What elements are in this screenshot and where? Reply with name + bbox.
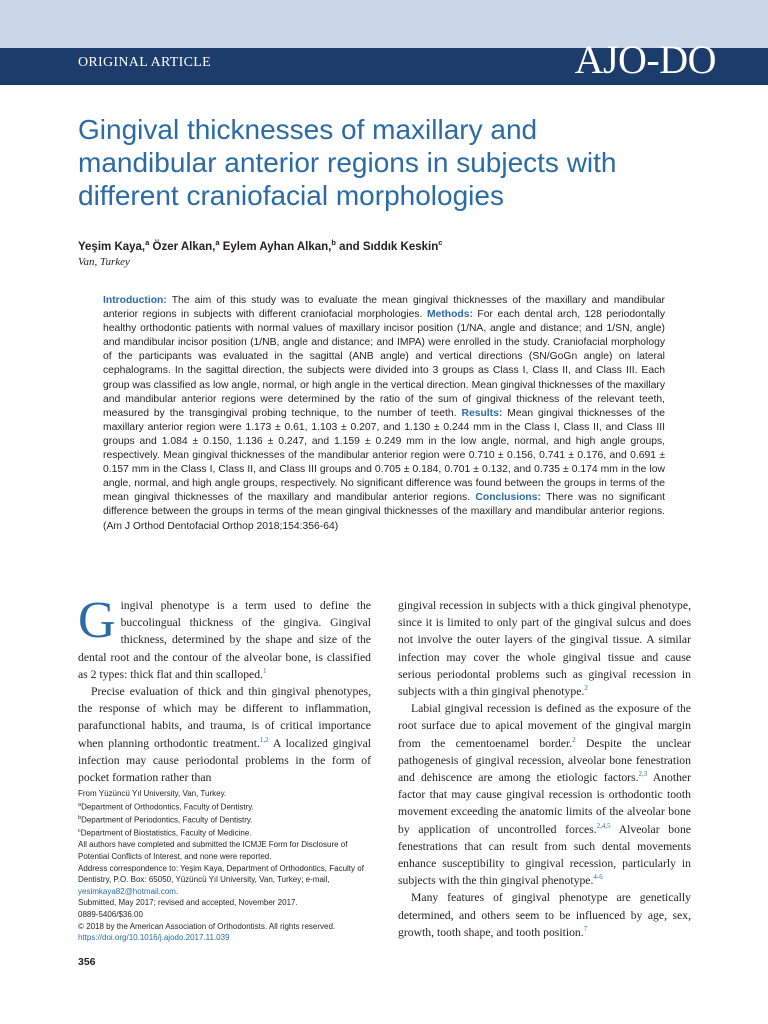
author-location: Van, Turkey xyxy=(78,256,130,268)
citation-link[interactable]: 2 xyxy=(572,735,576,744)
paragraph-text: Alveolar bone fenestrations that can result from such dental movements enhance susceptibility to gingival recession, particularly in subjects with the thin gingival phenotype. xyxy=(398,822,691,888)
abstract-results-text: Mean gingival thicknesses of the maxillary anterior region were 1.173 ± 0.61, 1.103 ± 0.207, and 1.130 ± 0.244 mm in the Class I, Class II, and Class III groups and 1.084 ± 0.150, 1.136 ± 0.247, and 1.159 ± 0.249 mm in the low angle, normal, and high angle groups, respectively. Mean gingival thicknesses of the mandibular anterior region were 0.710 ± 0.156, 0.741 ± 0.176, and 0.691 ± 0.157 mm in the Class I, Class II, and Class III groups and 0.705 ± 0.184, 0.701 ± 0.132, and 0.735 ± 0.174 mm in the low angle, normal, and high angle groups, respectively. No significant difference was found between the groups in terms of the mean gingival thicknesses of the maxillary and mandibular anterior regions. xyxy=(103,407,665,504)
citation-link[interactable]: 4-6 xyxy=(593,873,603,882)
author-affil-mark: b xyxy=(331,238,336,247)
journal-logo: AJO-DO xyxy=(574,37,716,82)
footnote-affiliation xyxy=(78,826,371,839)
author-name: Eylem Ayhan Alkan, xyxy=(219,240,332,253)
abstract-results-heading: Results: xyxy=(461,407,503,419)
affil-text: Department of Biostatistics, Faculty of Medicine. xyxy=(80,828,252,838)
abstract-intro-text: The aim of this study was to evaluate the mean gingival thicknesses of the maxillary and mandibular anterior regions in subjects with different craniofacial morphologies. xyxy=(103,295,665,321)
address-text: Address correspondence to: Yeşim Kaya, Department of Orthodontics, Faculty of Dentistry, P.O. Box: 65050, Yüzüncü Yıl University, Van, Turkey; e-mail, xyxy=(78,863,364,885)
affil-mark: c xyxy=(78,828,81,835)
paragraph-text: ingival phenotype is a term used to define the buccolingual thickness of the gingiva. Gingival thickness, determined by the shape and size of the dental root and the contour of the alveolar bone, is classified as 2 types: thick flat and thin scalloped. xyxy=(78,599,371,681)
citation-link[interactable]: 7 xyxy=(583,924,588,933)
citation-link[interactable]: 2 xyxy=(584,684,588,693)
footnote-origin: From Yüzüncü Yıl University, Van, Turkey. xyxy=(78,789,227,798)
citation-link[interactable]: 1 xyxy=(263,666,267,675)
footnote-copyright: © 2018 by the American Association of Orthodontists. All rights reserved. xyxy=(78,921,336,931)
citation-link[interactable]: 2,4,5 xyxy=(596,821,611,830)
citation-link[interactable]: 2,3 xyxy=(638,770,648,779)
body-paragraph xyxy=(398,597,691,700)
abstract-conclusions-heading: Conclusions: xyxy=(475,492,541,504)
affil-mark: a xyxy=(78,801,82,808)
paragraph-text: Another factor that may cause gingival recession is orthodontic tooth movement exceeding the anatomic limits of the alveolar bone by application of uncontrolled forces. xyxy=(398,771,692,836)
paragraph-text: A localized gingival infection may cause periodontal problems in the form of pocket formation rather than xyxy=(78,736,371,785)
author-name: and Sıddık Keskin xyxy=(335,240,439,253)
paragraph-text: Despite the unclear pathogenesis of gingival recession, alveolar bone fenestration and dehiscence are among the etiologic factors. xyxy=(398,736,692,785)
abstract-conclusions-text: There was no significant difference between the groups in terms of the mean gingival thicknesses of the maxillary and mandibular anterior regions. (Am J Orthod Dentofacial Orthop 2018;154:356-64) xyxy=(103,492,665,532)
abstract-intro-heading: Introduction: xyxy=(103,295,167,306)
doi-link[interactable]: https://doi.org/10.1016/j.ajodo.2017.11.039 xyxy=(78,933,230,943)
footnote-affiliation xyxy=(78,800,371,813)
body-paragraph xyxy=(78,683,371,786)
author-affil-mark: a xyxy=(215,238,220,247)
footnote-issn: 0889-5406/$36.00 xyxy=(78,909,143,919)
page-number: 356 xyxy=(78,956,96,968)
author-name: Özer Alkan, xyxy=(149,240,216,253)
paragraph-text: Precise evaluation of thick and thin gingival phenotypes, the response of which may be different to inflammation, parafunctional habits, and trauma, is of critical importance when planning orthodontic treatment. xyxy=(78,685,371,750)
affil-text: Department of Periodontics, Faculty of Dentistry. xyxy=(81,815,253,825)
author-affil-mark: a xyxy=(145,238,150,247)
body-column-right xyxy=(398,597,691,941)
article-title: Gingival thicknesses of maxillary and mandibular anterior regions in subjects with different craniofacial morphologies xyxy=(78,114,617,211)
footnote-disclosure: All authors have completed and submitted the ICMJE Form for Disclosure of Potential Conflicts of Interest, and none were reported. xyxy=(78,840,348,861)
footnote-address xyxy=(78,863,371,898)
affil-text: Department of Orthodontics, Faculty of Dentistry. xyxy=(81,802,254,812)
author-name: Yeşim Kaya, xyxy=(78,240,146,253)
footnote-affiliation xyxy=(78,813,371,826)
body-paragraph xyxy=(78,592,371,683)
email-link[interactable]: yesimkaya82@hotmail.com xyxy=(78,886,176,896)
address-end: . xyxy=(175,886,179,896)
paragraph-text: gingival recession in subjects with a thick gingival phenotype, since it is limited to only part of the gingival sulcus and does not involve the outer layers of the gingival tissue. A similar infection may cover the whole gingival tissue and cause serious periodontal problems such as gingival recession in subjects with a thin gingival phenotype. xyxy=(398,599,691,699)
citation-link[interactable]: 1,2 xyxy=(259,735,269,744)
footnote-submitted: Submitted, May 2017; revised and accepted, November 2017. xyxy=(78,898,298,908)
drop-cap: G xyxy=(78,592,116,649)
abstract xyxy=(103,294,665,534)
body-paragraph xyxy=(398,889,691,941)
section-label: ORIGINAL ARTICLE xyxy=(78,55,211,70)
body-paragraph xyxy=(398,700,691,889)
abstract-methods-text: For each dental arch, 128 periodontally healthy orthodontic patients with normal values of maxillary incisor position (1/NA, angle and distance; and 1/SN, angle) and mandibular incisor position (1/NB, angle and distance; and IMPA) were enrolled in the study. Craniofacial morphology of the participants was evaluated in the sagittal (ANB angle) and vertical directions (SN/GoGn angle) on lateral cephalograms. In the sagittal direction, the subjects were divided into 3 groups as Class I, Class II, and Class III. Each group was classified as low angle, normal, or high angle in the vertical direction. Mean gingival thicknesses of the maxillary and mandibular anterior regions were determined by the ratio of the sum of gingival thickness of the relevant teeth, measured by the transgingival probing technique, to the number of teeth. xyxy=(103,309,666,419)
body-column-left xyxy=(78,592,371,786)
affil-mark: b xyxy=(78,814,82,821)
author-list xyxy=(78,238,442,253)
abstract-methods-heading: Methods: xyxy=(426,309,473,321)
paragraph-text: Many features of gingival phenotype are genetically determined, and others seem to be influenced by age, sex, growth, tooth shape, and tooth position. xyxy=(398,891,691,939)
footnotes xyxy=(78,788,371,944)
paragraph-text: Labial gingival recession is defined as the exposure of the root surface due to apical movement of the gingival margin from the cementoenamel border. xyxy=(398,702,691,750)
author-affil-mark: c xyxy=(438,238,443,247)
